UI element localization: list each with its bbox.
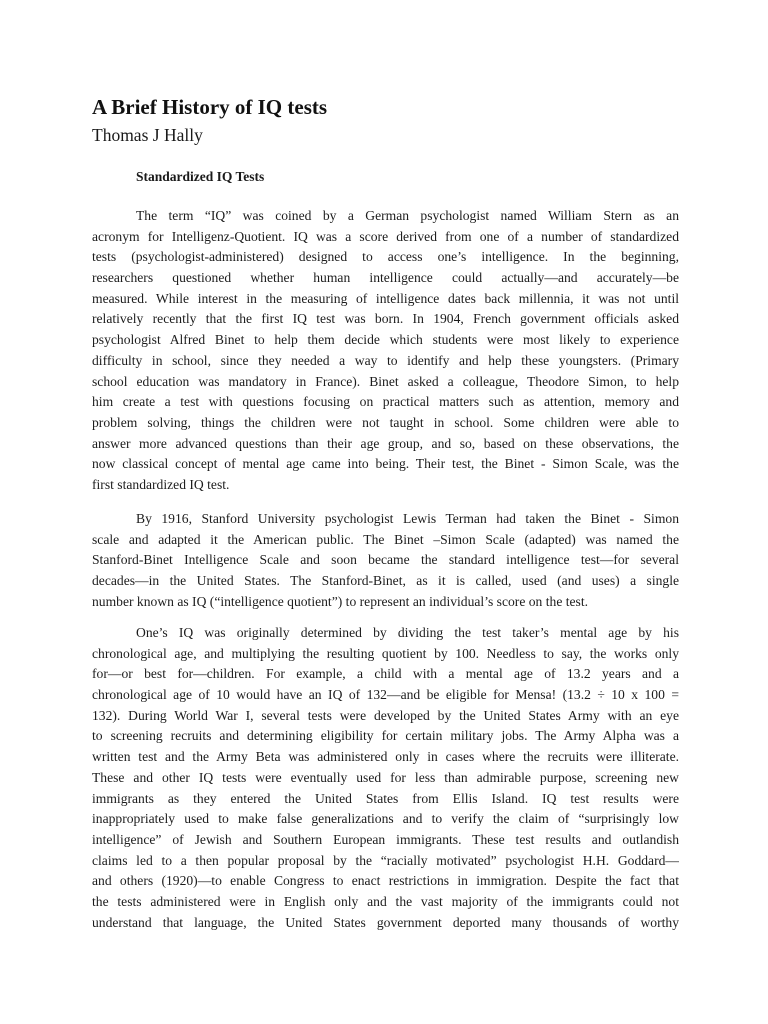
paragraph-line: intelligence” of Jewish and Southern European immigrants. These test results and outlandish	[92, 831, 679, 847]
paragraph-line: first standardized IQ test.	[92, 476, 230, 492]
paragraph-line: acronym for Intelligenz-Quotient. IQ was a score derived from one of a number of standardized	[92, 228, 679, 244]
paragraph-line: tests (psychologist-administered) designed to access one’s intelligence. In the beginning,	[92, 249, 679, 265]
paragraph-line: inappropriately used to make false generalizations and to verify the claim of “surprisingly low	[92, 811, 679, 827]
paragraph-line: and others (1920)—to enable Congress to enact restrictions in immigration. Despite the fact that	[92, 873, 679, 889]
paragraph-line: researchers questioned whether human intelligence could actually—and accurately—be	[92, 270, 679, 286]
paragraph-line: chronological age of 10 would have an IQ of 132—and be eligible for Mensa! (13.2 ÷ 10 x 100 =	[92, 687, 679, 703]
author-name: Thomas J Hally	[92, 125, 203, 145]
paragraph-line: number known as IQ (“intelligence quotient”) to represent an individual’s score on the test.	[92, 593, 589, 609]
paragraph-line: scale and adapted it the American public. The Binet –Simon Scale (adapted) was named the	[92, 531, 679, 547]
paragraph-line: decades—in the United States. The Stanford-Binet, as it is called, used (and uses) a single	[92, 573, 679, 589]
paragraph-line: understand that language, the United States government deported many thousands of worthy	[92, 914, 679, 930]
paragraph-line: for—or best for—children. For example, a child with a mental age of 13.2 years and a	[92, 666, 679, 682]
paragraph-line: The term “IQ” was coined by a German psychologist named William Stern as an	[136, 208, 679, 223]
paragraph	[92, 623, 679, 933]
paragraph-line: problem solving, things the children were not taught in school. Some children were able to	[92, 414, 679, 430]
section-heading: Standardized IQ Tests	[136, 169, 265, 184]
paragraph-line: claims led to a then popular proposal by the “racially motivated” psychologist H.H. Goddard—	[92, 852, 679, 868]
paragraph-line: 132). During World War I, several tests were developed by the United States Army with an eye	[92, 707, 679, 723]
paragraph-line: One’s IQ was originally determined by dividing the test taker’s mental age by his	[136, 625, 679, 640]
paragraph-line: written test and the Army Beta was administered only in cases where the recruits were illiterate.	[92, 749, 679, 765]
paragraph-line: chronological age, and multiplying the resulting quotient by 100. Needless to say, the works only	[92, 645, 679, 661]
paragraph-line: By 1916, Stanford University psychologist Lewis Terman had taken the Binet - Simon	[136, 511, 679, 526]
paragraph-line: to screening recruits and determining eligibility for certain military jobs. The Army Alpha was a	[92, 728, 679, 744]
paragraph-line: him create a test with questions focusing on practical matters such as attention, memory and	[92, 394, 679, 410]
paragraph-line: relatively recently that the first IQ test was born. In 1904, French government officials asked	[92, 311, 679, 327]
paragraph-line: now classical concept of mental age came into being. Their test, the Binet - Simon Scale, was the	[92, 456, 679, 472]
paragraph-line: school education was mandatory in France). Binet asked a colleague, Theodore Simon, to help	[92, 373, 679, 389]
paragraph-line: psychologist Alfred Binet to help them decide which students were most likely to experience	[92, 332, 679, 348]
paragraph-line: Stanford-Binet Intelligence Scale and soon became the standard intelligence test—for several	[92, 552, 679, 568]
paragraph-line: immigrants as they entered the United States from Ellis Island. IQ test results were	[92, 790, 679, 806]
paragraph-line: These and other IQ tests were eventually used for less than admirable purpose, screening new	[92, 769, 679, 785]
paragraph-line: measured. While interest in the measuring of intelligence dates back millennia, it was not until	[92, 290, 679, 306]
paragraph-line: difficulty in school, since they needed a way to identify and help these youngsters. (Primary	[92, 352, 679, 368]
paragraph-line: answer more advanced questions than their age group, and so, based on these observations, the	[92, 435, 679, 451]
paragraph	[92, 509, 679, 612]
document-title: A Brief History of IQ tests	[92, 95, 328, 119]
paragraph-line: the tests administered were in English only and the vast majority of the immigrants could not	[92, 893, 679, 909]
paragraph	[92, 206, 679, 496]
